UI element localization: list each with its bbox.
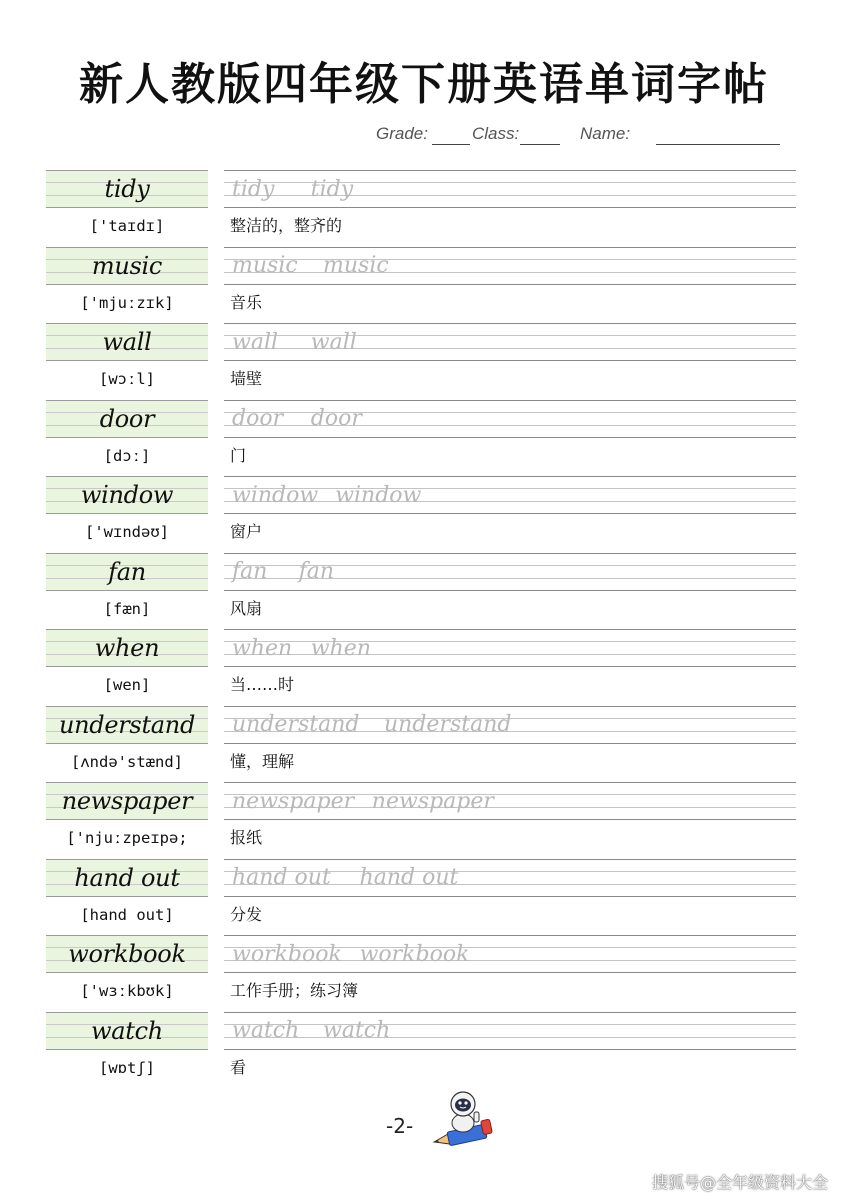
phonetic: [wɒtʃ] — [99, 1058, 155, 1077]
vocab-entry — [0, 245, 848, 322]
meaning: 整洁的，整齐的 — [230, 216, 343, 235]
grade-label: Grade: — [376, 124, 428, 143]
meaning: 风扇 — [230, 598, 263, 618]
vocab-word: music — [91, 251, 163, 280]
trace-word: window — [335, 482, 422, 508]
vocab-word: when — [94, 634, 160, 662]
student-info-header — [376, 124, 796, 148]
phonetic: ['wɜːkbʊk] — [80, 982, 174, 1000]
vocab-word: wall — [102, 328, 152, 356]
vocab-entry — [0, 551, 848, 628]
vocab-word: door — [99, 404, 155, 433]
page-title: 新人教版四年级下册英语单词字帖 — [79, 59, 769, 110]
trace-word: when — [310, 635, 371, 661]
vocab-word: understand — [58, 710, 196, 739]
phonetic: ['taɪdɪ] — [89, 217, 165, 235]
vocab-entry — [0, 627, 848, 704]
trace-word: music — [232, 253, 298, 278]
vocab-entry — [0, 780, 848, 857]
meaning: 看 — [230, 1057, 247, 1077]
trace-word: tidy — [310, 176, 354, 202]
watermark: 搜狐号@全年级资料大全 — [651, 1173, 828, 1192]
phonetic: ['mjuːzɪk] — [80, 293, 174, 312]
practice-lines[interactable] — [224, 247, 796, 285]
vocab-entry — [0, 857, 848, 934]
phonetic: [fæn] — [103, 599, 151, 618]
phonetic: [hand out] — [80, 905, 174, 924]
trace-word: tidy — [232, 176, 275, 202]
trace-word: when — [232, 635, 293, 661]
phonetic: ['njuːzpeɪpə; — [66, 829, 188, 847]
vocab-word: tidy — [104, 175, 150, 203]
trace-word: fan — [298, 559, 335, 584]
meaning: 分发 — [230, 904, 263, 924]
vocab-word: fan — [108, 557, 146, 586]
vocab-entry — [0, 321, 848, 398]
trace-word: hand out — [232, 865, 331, 890]
trace-word: newspaper — [371, 788, 494, 814]
trace-word: hand out — [359, 865, 459, 890]
class-label: Class: — [472, 124, 520, 143]
practice-lines[interactable] — [224, 629, 796, 667]
practice-lines[interactable] — [224, 1012, 796, 1050]
trace-word: understand — [232, 712, 360, 737]
vocab-entry — [0, 704, 848, 781]
trace-word: music — [323, 253, 389, 278]
phonetic: ['wɪndəʊ] — [85, 523, 169, 541]
vocab-entry — [0, 168, 848, 245]
vocab-word: newspaper — [61, 787, 193, 815]
vocab-entry — [0, 398, 848, 475]
trace-word: door — [310, 406, 362, 431]
trace-word: wall — [232, 329, 279, 355]
practice-lines[interactable] — [224, 170, 796, 208]
trace-word: newspaper — [232, 788, 355, 814]
vocab-word: watch — [91, 1016, 163, 1045]
meaning: 窗户 — [230, 522, 263, 541]
name-label: Name: — [580, 124, 631, 143]
trace-word: door — [232, 406, 284, 431]
trace-word: workbook — [232, 941, 342, 967]
phonetic: [dɔː] — [103, 446, 151, 465]
meaning: 报纸 — [230, 828, 263, 847]
trace-word: fan — [232, 559, 268, 584]
trace-word: understand — [384, 712, 512, 737]
vocab-entry — [0, 474, 848, 551]
class-blank[interactable] — [520, 144, 560, 145]
vocab-entry — [0, 933, 848, 1010]
meaning: 墙壁 — [230, 369, 263, 388]
meaning: 工作手册；练习簿 — [230, 981, 359, 1000]
vocabulary-list — [0, 168, 848, 1086]
page-number: -2- — [386, 1114, 414, 1138]
meaning: 当……时 — [230, 675, 295, 694]
practice-lines[interactable] — [224, 400, 796, 438]
meaning: 音乐 — [230, 292, 263, 312]
meaning: 门 — [230, 445, 247, 465]
trace-word: wall — [310, 329, 357, 355]
phonetic: [wɔːl] — [99, 370, 155, 388]
trace-word: workbook — [359, 941, 470, 967]
practice-lines[interactable] — [224, 323, 796, 361]
phonetic: [ʌndə'stænd] — [71, 752, 183, 771]
trace-word: window — [232, 482, 319, 508]
grade-blank[interactable] — [432, 144, 470, 145]
vocab-word: workbook — [68, 940, 186, 968]
phonetic: [wen] — [103, 676, 151, 694]
astronaut-on-pencil-icon — [430, 1090, 496, 1152]
vocab-word: window — [80, 481, 174, 509]
trace-word: watch — [323, 1018, 391, 1043]
meaning: 懂，理解 — [230, 751, 295, 771]
vocab-entry — [0, 1010, 848, 1087]
vocab-word: hand out — [74, 863, 180, 892]
name-blank[interactable] — [656, 144, 780, 145]
trace-word: watch — [232, 1018, 300, 1043]
